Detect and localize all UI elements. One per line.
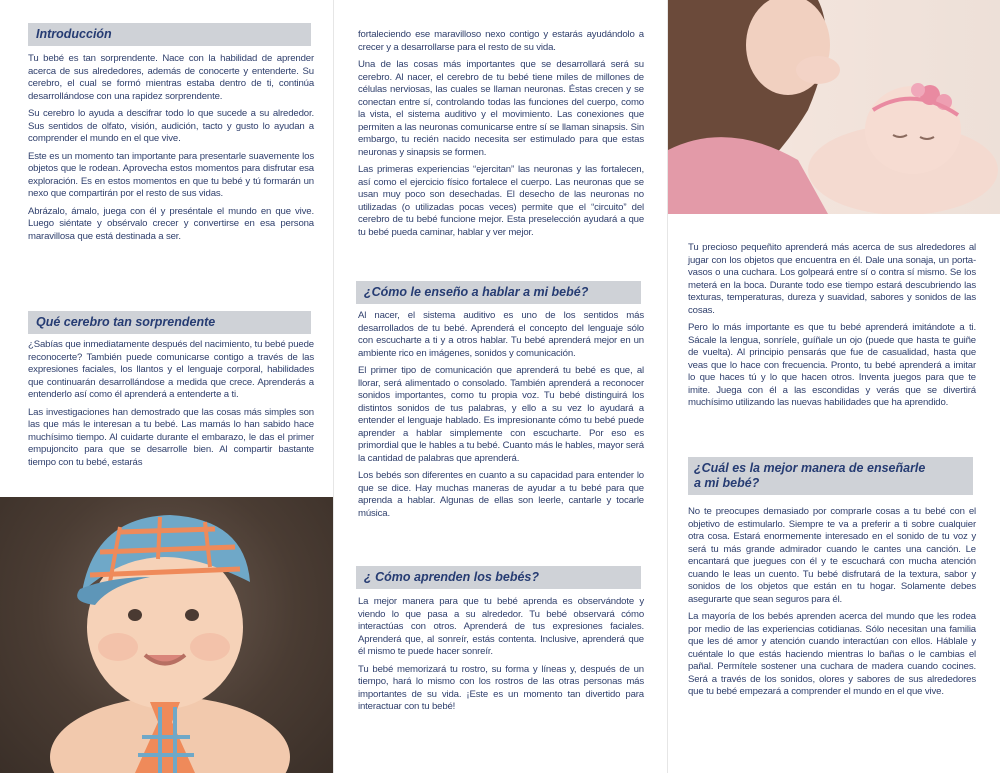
paragraph: Tu bebé memorizará tu rostro, su forma y líneas y, después de un tiempo, hará lo mismo con los rostros de las otras personas más importantes de su vida. ¡Este es un momento tan divertido para interactuar con tu bebé! <box>358 663 644 712</box>
paragraph: fortaleciendo ese maravilloso nexo contigo y estarás ayudándolo a crecer y a desarrollarse para el resto de su vida. <box>358 29 644 53</box>
heading-hablar: ¿Cómo le enseño a hablar a mi bebé? <box>356 281 641 304</box>
mother-baby-photo <box>668 0 1000 214</box>
baby-illustration <box>0 497 333 773</box>
play-text <box>688 242 976 415</box>
paragraph: La mejor manera para que tu bebé aprenda es observándote y viendo lo que pasa a su alrededor. Tu bebé observará cómo interactúas con otros. Aprenderá de tus expresiones faciales. Aprenderá que, al sonreír, estás contenta. Inclusive, aprenderá que él mismo te puede hacer sonreír. <box>358 596 644 657</box>
neuron-text <box>358 29 644 244</box>
paragraph: Los bebés son diferentes en cuanto a su capacidad para entender lo que se dice. Hay muchas maneras de ayudar a tu bebé para que aprenda a hablar. Algunas de ellas son leerle, cantarle y tocarle música. <box>358 470 644 519</box>
heading-aprenden: ¿ Cómo aprenden los bebés? <box>356 566 641 589</box>
heading-cerebro: Qué cerebro tan sorprendente <box>28 311 311 334</box>
heading-mejor-manera: ¿Cuál es la mejor manera de enseñarle a mi bebé? <box>688 457 973 495</box>
paragraph: Las investigaciones han demostrado que las cosas más simples son las que más le interesan a tu bebé. Las mamás lo han sabido hace muchísimo tiempo. Al cuidarte durante el embarazo, le das el primer empujoncito para que se desarrolle bien. Al compartir bastante tiempo con tu bebé, estarás <box>28 406 314 468</box>
paragraph: Este es un momento tan importante para presentarle suavemente los objetos que le rodean. Aprovecha estos momentos para disfrutar esa exploración. Es en estos momentos en que tu bebé y tú formarán un nexo que compartirán por el resto de sus vidas. <box>28 150 314 199</box>
paragraph: Una de las cosas más importantes que se desarrollará será su cerebro. Al nacer, el cerebro de tu bebé tiene miles de millones de células nerviosas, las cuales se llaman neuronas. Éstas crecen y se conectan entre sí, controlando todas las funciones del cuerpo, como la vista, el sistema auditivo y el movimiento. Las conexiones que permiten a las neuronas comunicarse entre sí se llaman sinapsis. Sin embargo, tu recién nacido necesita ser estimulado para que estas neuronas y sinapsis se formen. <box>358 59 644 158</box>
paragraph: No te preocupes demasiado por comprarle cosas a tu bebé con el objetivo de estimularlo. Siempre te va a preferir a ti sobre cualquier otra cosa. Estará enormemente interesado en el sonido de tu voz y será tu más grande admirador cuando le cantes una canción. Le encantará que juegues con él y te escuchará con mucha atención cuando le leas un cuento. Tu bebé disfrutará de la textura, sabor y sonidos de los objetos que están en tu hogar. Solamente debes asegurarte que sean seguros para él. <box>688 506 976 605</box>
paragraph: Tu precioso pequeñito aprenderá más acerca de sus alrededores al jugar con los objetos que encuentra en él. Dale una sonaja, un porta-vasos o una cuchara. Los golpeará entre sí o contra sí mismo. Se los meterá en la boca. Durante todo ese tiempo estará descubriendo las texturas, temperaturas, dureza y suavidad, sabores y sonidos de las cosas. <box>688 242 976 316</box>
brain-text <box>28 339 314 474</box>
panel-right <box>667 0 1000 773</box>
paragraph: ¿Sabías que inmediatamente después del nacimiento, tu bebé puede reconocerte? También puede comunicarse contigo a través de las expresiones faciales, los llantos y el lenguaje corporal, habilidades que continuarán desarrollándose a medida que crece. Aprenderás a entenderlo así como él aprenderá a entenderte a ti. <box>28 339 314 400</box>
paragraph: La mayoría de los bebés aprenden acerca del mundo que les rodea por medio de las experiencias cotidianas. Sólo necesitan una familia que les dé amor y atención cuando interactúan con ellos. Háblale y cuéntale lo que estás haciendo mientras lo bañas o le cambias el pañal. Permítele sostener una cuchara de madera cuando cocines. Será a través de los sonidos, olores y sabores de sus alrededores que tu bebé empezará a comprender el mundo en el que vive. <box>688 611 976 697</box>
paragraph: Tu bebé es tan sorprendente. Nace con la habilidad de aprender acerca de sus alrededores, además de conocerte y entenderte. Su cerebro, el cual se formó mientras estaba dentro de ti, continúa desarrollándose con una rapidez sorprendente. <box>28 53 314 102</box>
learn-text <box>358 596 644 719</box>
mother-baby-illustration <box>668 0 1000 214</box>
panel-middle <box>333 0 667 773</box>
paragraph: Pero lo más importante es que tu bebé aprenderá imitándote a ti. Sácale la lengua, sonríele, guíñale un ojo (puede que hasta te guiñe de vuelta). Al principio pensarás que fue de casualidad, hasta que veas que lo hace con frecuencia. Pronto, tu bebé aprenderá a imitar lo que haces tú y lo que hacen otros. Inventa juegos para que te imite. Juega con él a las escondidas y verás que se divertirá muchísimo utilizando las nuevas habilidades que ha aprendido. <box>688 322 976 408</box>
paragraph: Su cerebro lo ayuda a descifrar todo lo que sucede a su alrededor. Sus sentidos de olfato, visión, audición, tacto y gusto lo ayudan a comprender el mundo en el que vive. <box>28 108 314 144</box>
talk-text <box>358 310 644 525</box>
panel-left <box>0 0 333 773</box>
paragraph: Abrázalo, ámalo, juega con él y preséntale el mundo en que vive. Luego siéntate y obsérvalo crecer y convertirse en esa persona maravillosa que está destinada a ser. <box>28 205 314 242</box>
best-way-text <box>688 506 976 704</box>
intro-text <box>28 53 314 248</box>
paragraph: Las primeras experiencias “ejercitan” las neuronas y las fortalecen, así como el ejercicio físico fortalece el cuerpo. Las neuronas que se usan muy poco son desechadas. El desecho de las neuronas no utilizadas (o utilizadas pocas veces) permite que el “circuito” del cerebro de tu bebé funcione mejor. Esta preselección ayudará a que tu bebé pueda caminar, hablar y ver mejor. <box>358 164 644 238</box>
heading-introduccion: Introducción <box>28 23 311 46</box>
paragraph: Al nacer, el sistema auditivo es uno de los sentidos más desarrollados de tu bebé. Aprenderá el concepto del lenguaje sólo con escucharte a ti y a otros hablar. Tu bebé aprenderá mejor en un ambiente rico en imágenes, sonidos y comunicación. <box>358 310 644 359</box>
baby-photo <box>0 497 333 773</box>
paragraph: El primer tipo de comunicación que aprenderá tu bebé es que, al llorar, será alimentado o consolado. También aprenderá a reconocer sonidos importantes, como tu propia voz. Tu bebé distinguirá los distintos sonidos de tus palabras, y ello a su vez lo ayudará a entender el lenguaje hablado. Es impresionante cómo tu bebé puede aprender a hablar simplemente con escucharte. Por eso es primordial que le hables a tu bebé. Cuanto más le hables, mayor será la cantidad de palabras que aprenderá. <box>358 365 644 464</box>
